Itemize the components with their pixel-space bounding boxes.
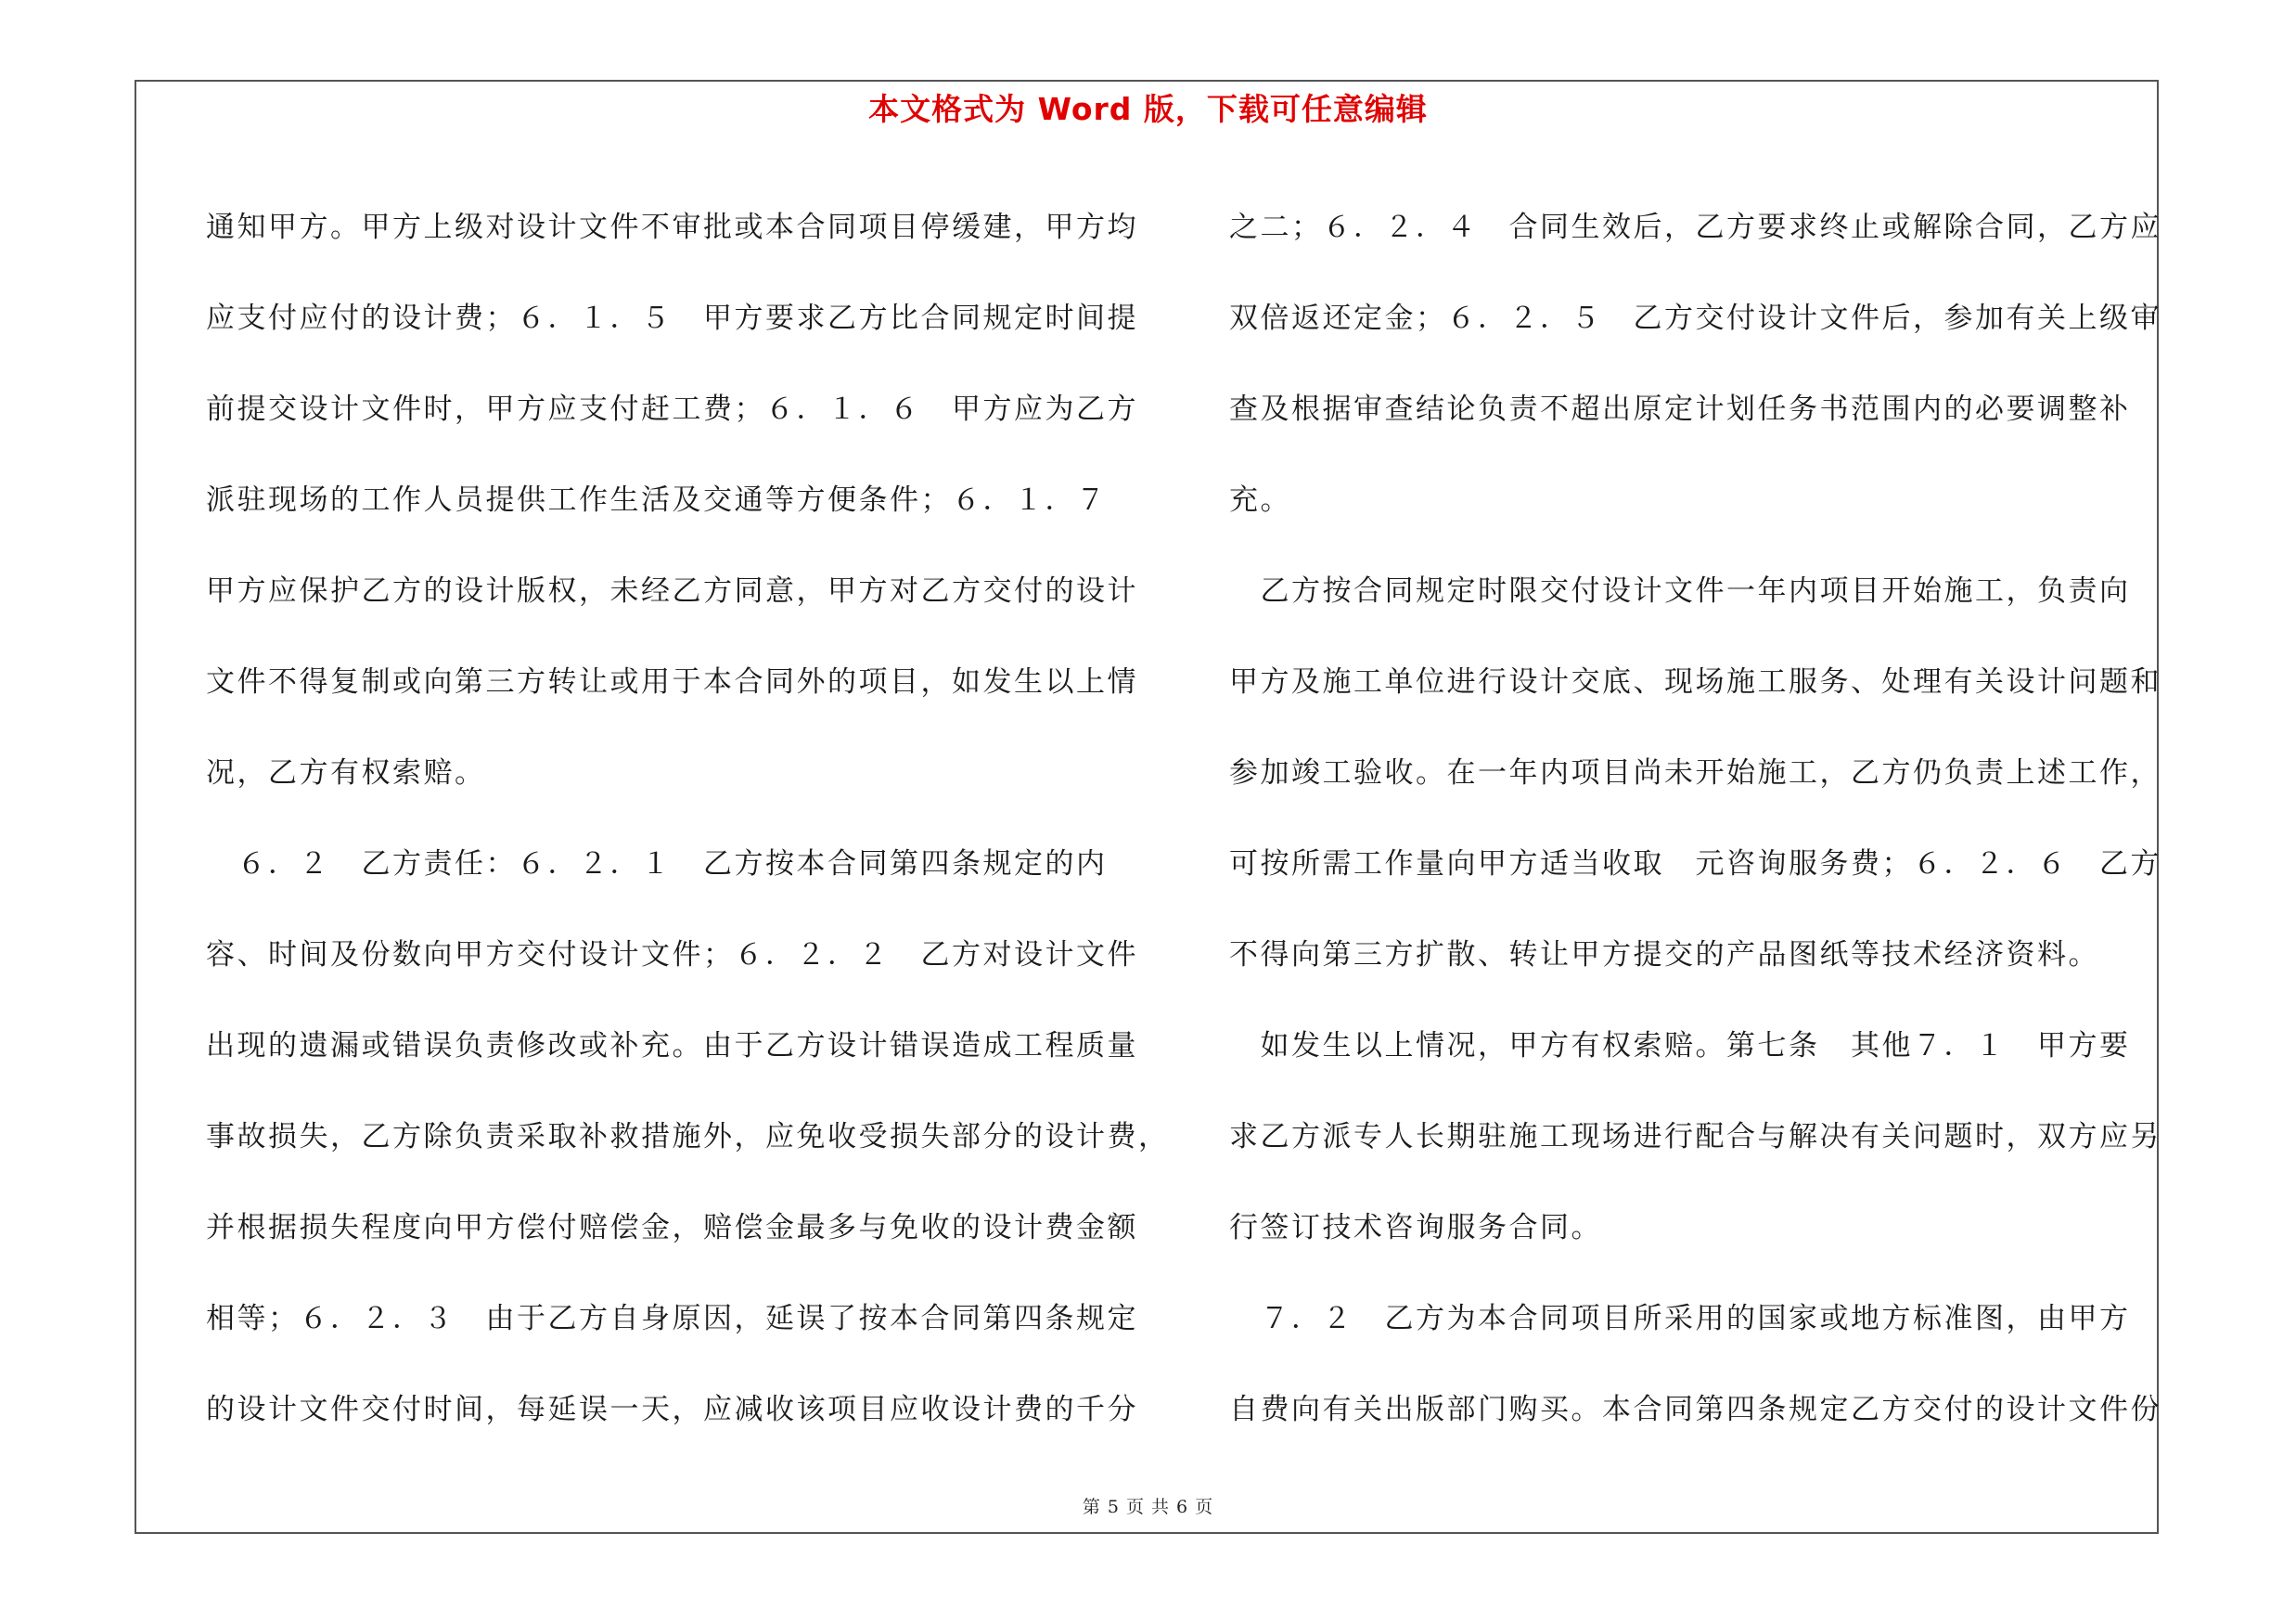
text-line: 况，乙方有权索赔。: [206, 756, 486, 790]
text-line: 之二；６．２．４ 合同生效后，乙方要求终止或解除合同，乙方应: [1229, 211, 2161, 244]
text-line: 出现的遗漏或错误负责修改或补充。由于乙方设计错误造成工程质量: [206, 1029, 1138, 1063]
text-line: 通知甲方。甲方上级对设计文件不审批或本合同项目停缓建，甲方均: [206, 211, 1138, 244]
text-line: 自费向有关出版部门购买。本合同第四条规定乙方交付的设计文件份: [1229, 1393, 2161, 1426]
text-line: 乙方按合同规定时限交付设计文件一年内项目开始施工，负责向: [1229, 574, 2131, 608]
text-line: 的设计文件交付时间，每延误一天，应减收该项目应收设计费的千分: [206, 1393, 1138, 1426]
text-line: 不得向第三方扩散、转让甲方提交的产品图纸等技术经济资料。: [1229, 938, 2099, 972]
text-line: 可按所需工作量向甲方适当收取 元咨询服务费；６．２．６ 乙方: [1229, 847, 2161, 881]
text-line: 查及根据审查结论负责不超出原定计划任务书范围内的必要调整补: [1229, 393, 2131, 426]
text-line: 如发生以上情况，甲方有权索赔。第七条 其他７．１ 甲方要: [1229, 1029, 2131, 1063]
page-number: 第 5 页 共 6 页: [1082, 1497, 1214, 1517]
text-line: 事故损失，乙方除负责采取补救措施外，应免收受损失部分的设计费，: [206, 1120, 1170, 1153]
text-line: 前提交设计文件时，甲方应支付赶工费；６．１．６ 甲方应为乙方: [206, 393, 1138, 426]
text-line: 参加竣工验收。在一年内项目尚未开始施工，乙方仍负责上述工作，: [1229, 756, 2161, 790]
text-line: ７．２ 乙方为本合同项目所采用的国家或地方标准图，由甲方: [1229, 1302, 2131, 1335]
text-line: 容、时间及份数向甲方交付设计文件；６．２．２ 乙方对设计文件: [206, 938, 1138, 972]
left-column: [206, 182, 1170, 1455]
text-line: 派驻现场的工作人员提供工作生活及交通等方便条件；６．１．７: [206, 483, 1108, 517]
text-line: ６．２ 乙方责任：６．２．１ 乙方按本合同第四条规定的内: [206, 847, 1108, 881]
text-line: 双倍返还定金；６．２．５ 乙方交付设计文件后，参加有关上级审: [1229, 302, 2161, 335]
text-line: 甲方应保护乙方的设计版权，未经乙方同意，甲方对乙方交付的设计: [206, 574, 1138, 608]
text-line: 文件不得复制或向第三方转让或用于本合同外的项目，如发生以上情: [206, 665, 1138, 699]
text-line: 求乙方派专人长期驻施工现场进行配合与解决有关问题时，双方应另: [1229, 1120, 2161, 1153]
text-line: 甲方及施工单位进行设计交底、现场施工服务、处理有关设计问题和: [1229, 665, 2161, 699]
text-line: 充。: [1229, 483, 1291, 517]
text-line: 相等；６．２．３ 由于乙方自身原因，延误了按本合同第四条规定: [206, 1302, 1138, 1335]
right-column: [1229, 182, 2161, 1455]
document-banner: 本文格式为 Word 版，下载可任意编辑: [868, 91, 1428, 127]
text-line: 并根据损失程度向甲方偿付赔偿金，赔偿金最多与免收的设计费金额: [206, 1211, 1138, 1244]
text-line: 应支付应付的设计费；６．１．５ 甲方要求乙方比合同规定时间提: [206, 302, 1138, 335]
text-line: 行签订技术咨询服务合同。: [1229, 1211, 1602, 1244]
